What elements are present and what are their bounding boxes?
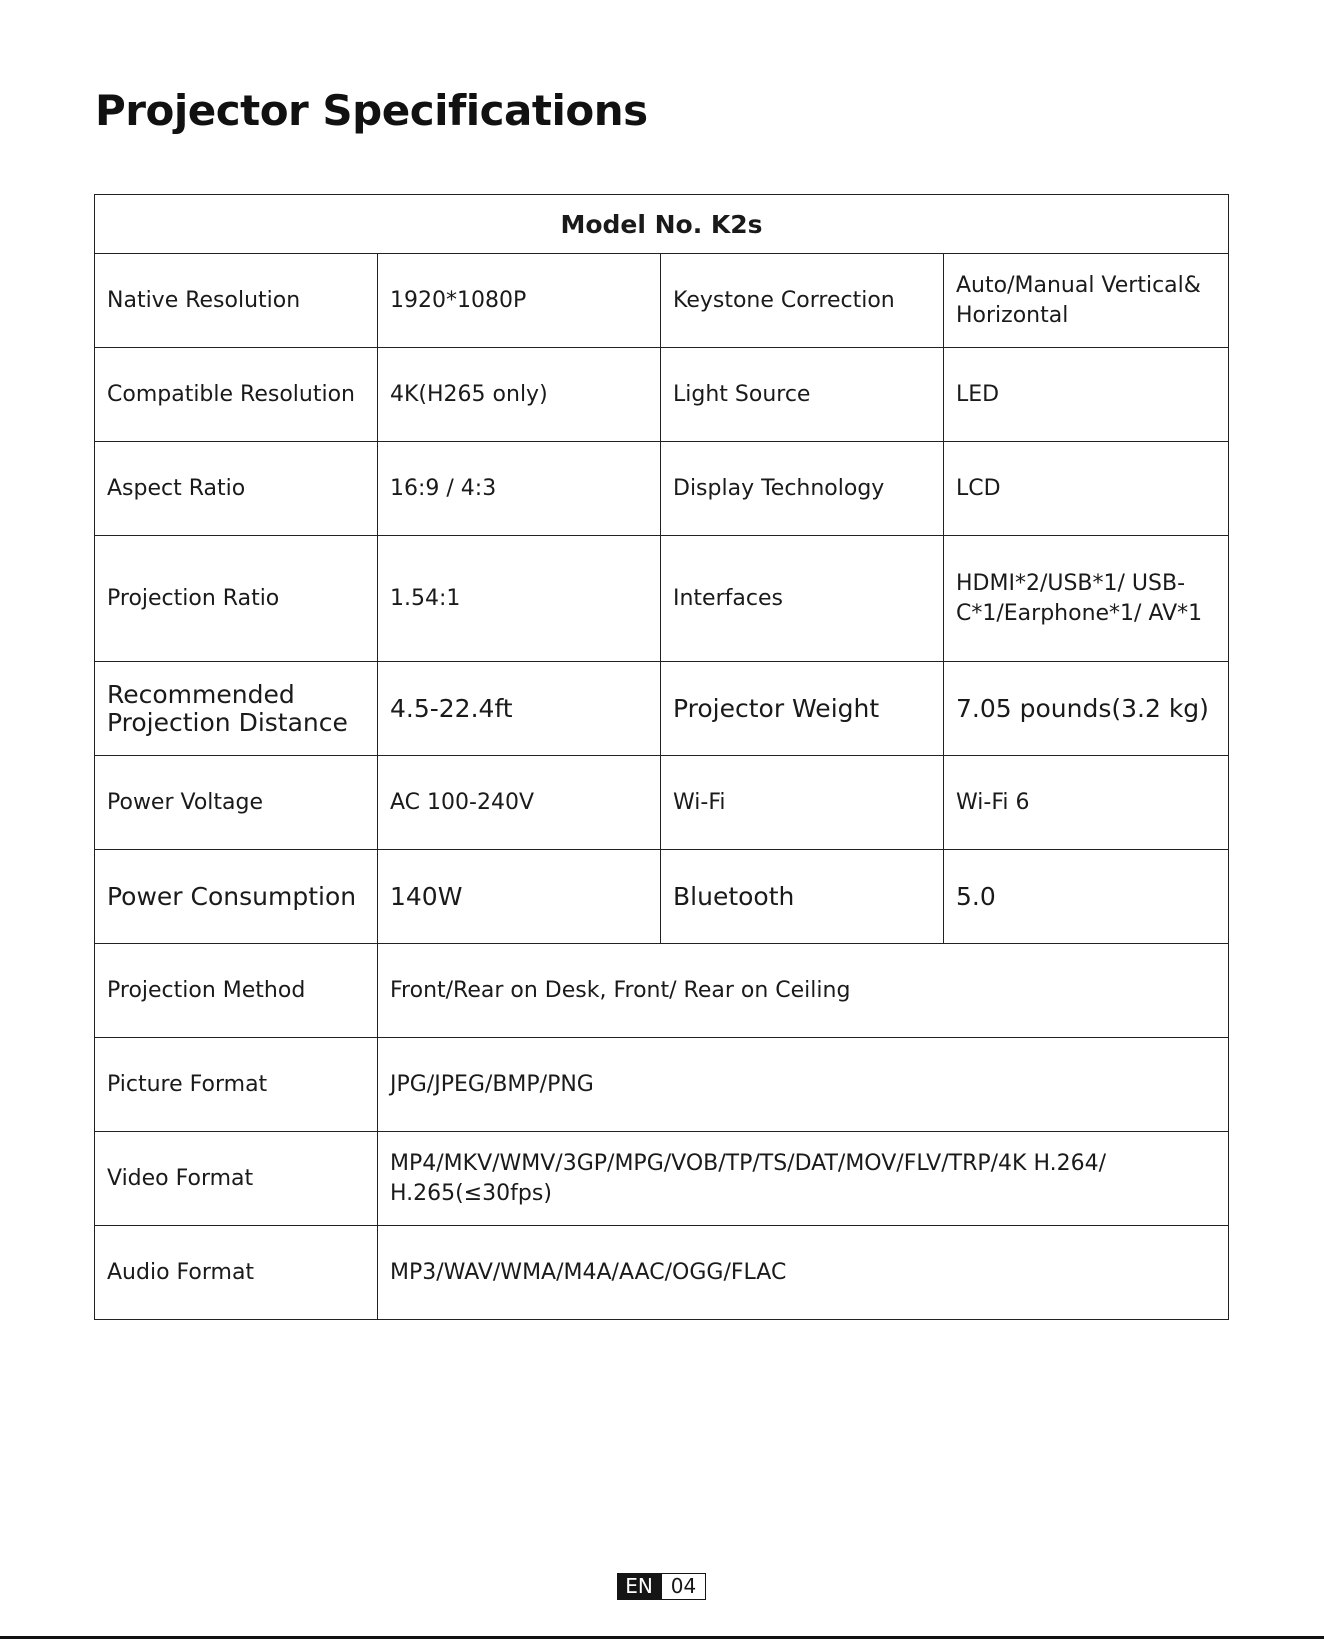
spec-value: 1.54:1 [378,536,661,662]
spec-label: Picture Format [95,1038,378,1132]
page-title: Projector Specifications [95,86,648,135]
table-row [95,442,1229,536]
spec-label: Compatible Resolution [95,348,378,442]
spec-label: Projection Ratio [95,536,378,662]
spec-value: LCD [944,442,1229,536]
spec-value: HDMI*2/USB*1/ USB-C*1/Earphone*1/ AV*1 [944,536,1229,662]
page-number: 04 [661,1573,706,1600]
page-indicator [617,1573,706,1600]
table-row [95,348,1229,442]
spec-value: 140W [378,850,661,944]
table-row [95,850,1229,944]
spec-value: 7.05 pounds(3.2 kg) [944,662,1229,756]
model-number: Model No. K2s [95,195,1229,254]
table-row [95,1132,1229,1226]
spec-label: Keystone Correction [661,254,944,348]
spec-label: Light Source [661,348,944,442]
table-row [95,944,1229,1038]
spec-value: JPG/JPEG/BMP/PNG [378,1038,1229,1132]
spec-value: Auto/Manual Vertical& Horizontal [944,254,1229,348]
spec-value: 16:9 / 4:3 [378,442,661,536]
spec-label: Display Technology [661,442,944,536]
spec-label: Recommended Projection Distance [95,662,378,756]
spec-table [94,194,1229,1320]
spec-label: Power Consumption [95,850,378,944]
table-row [95,1038,1229,1132]
spec-label: Projector Weight [661,662,944,756]
spec-label: Power Voltage [95,756,378,850]
spec-label: Native Resolution [95,254,378,348]
spec-label: Interfaces [661,536,944,662]
spec-value: 4K(H265 only) [378,348,661,442]
spec-value: 5.0 [944,850,1229,944]
table-row [95,254,1229,348]
spec-label: Audio Format [95,1226,378,1320]
spec-value: Wi-Fi 6 [944,756,1229,850]
spec-label: Projection Method [95,944,378,1038]
spec-label: Aspect Ratio [95,442,378,536]
spec-value: MP4/MKV/WMV/3GP/MPG/VOB/TP/TS/DAT/MOV/FLV/TRP/4K H.264/ H.265(≤30fps) [378,1132,1229,1226]
table-row [95,536,1229,662]
table-row [95,756,1229,850]
spec-value: MP3/WAV/WMA/M4A/AAC/OGG/FLAC [378,1226,1229,1320]
spec-label: Video Format [95,1132,378,1226]
spec-label: Bluetooth [661,850,944,944]
table-row [95,1226,1229,1320]
spec-value: LED [944,348,1229,442]
spec-value: AC 100-240V [378,756,661,850]
spec-label: Wi-Fi [661,756,944,850]
language-badge: EN [617,1573,661,1600]
spec-value: 4.5-22.4ft [378,662,661,756]
spec-value: 1920*1080P [378,254,661,348]
table-row [95,662,1229,756]
table-header-row [95,195,1229,254]
spec-value: Front/Rear on Desk, Front/ Rear on Ceiling [378,944,1229,1038]
